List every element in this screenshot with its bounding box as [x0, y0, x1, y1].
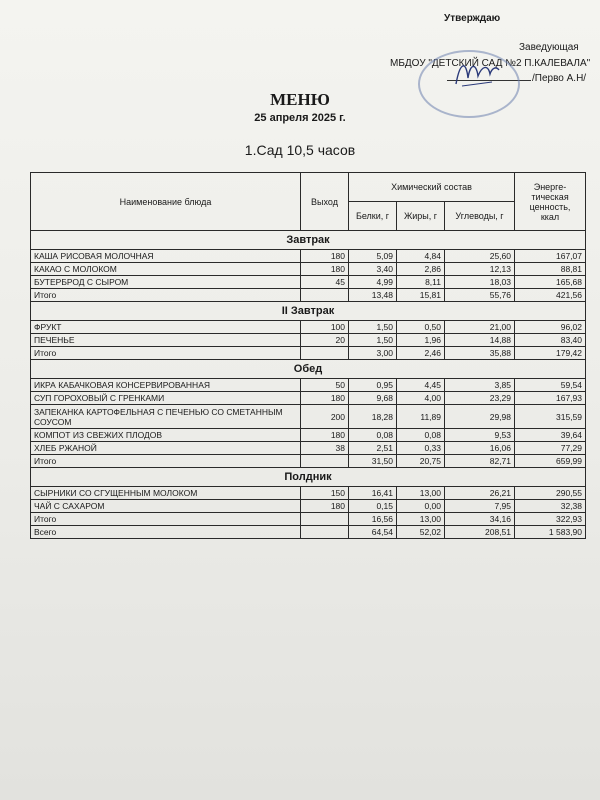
dish-carbs: 21,00 [445, 321, 515, 334]
dish-energy: 167,93 [515, 392, 586, 405]
dish-protein: 0,95 [349, 379, 397, 392]
grand-total-energy: 1 583,90 [515, 526, 586, 539]
total-row [31, 347, 586, 360]
header-protein: Белки, г [349, 202, 397, 231]
dish-protein: 3,40 [349, 263, 397, 276]
dish-energy: 165,68 [515, 276, 586, 289]
approval-position: Заведующая [519, 42, 579, 53]
dish-fat: 0,08 [397, 429, 445, 442]
dish-fat: 1,96 [397, 334, 445, 347]
dish-energy: 315,59 [515, 405, 586, 429]
dish-carbs: 14,88 [445, 334, 515, 347]
header-yield: Выход [301, 173, 349, 231]
total-protein: 3,00 [349, 347, 397, 360]
dish-carbs: 23,29 [445, 392, 515, 405]
dish-yield: 38 [301, 442, 349, 455]
menu-table [30, 172, 586, 539]
grand-total-yield-empty [301, 526, 349, 539]
dish-name: КАКАО С МОЛОКОМ [31, 263, 301, 276]
dish-protein: 4,99 [349, 276, 397, 289]
dish-yield: 180 [301, 500, 349, 513]
dish-name: БУТЕРБРОД С СЫРОМ [31, 276, 301, 289]
grand-total-carbs: 208,51 [445, 526, 515, 539]
dish-energy: 88,81 [515, 263, 586, 276]
table-row [31, 276, 586, 289]
table-row [31, 334, 586, 347]
table-row [31, 392, 586, 405]
total-fat: 20,75 [397, 455, 445, 468]
total-fat: 13,00 [397, 513, 445, 526]
dish-name: КАША РИСОВАЯ МОЛОЧНАЯ [31, 250, 301, 263]
dish-name: ЧАЙ С САХАРОМ [31, 500, 301, 513]
section-header-row [31, 468, 586, 487]
dish-energy: 96,02 [515, 321, 586, 334]
section-header-row [31, 302, 586, 321]
dish-carbs: 25,60 [445, 250, 515, 263]
table-row [31, 379, 586, 392]
section-title: Полдник [31, 468, 586, 487]
dish-yield: 180 [301, 392, 349, 405]
dish-protein: 18,28 [349, 405, 397, 429]
approval-organization: МБДОУ "ДЕТСКИЙ САД №2 П.КАЛЕВАЛА" [390, 58, 591, 69]
dish-yield: 180 [301, 250, 349, 263]
section-title: Завтрак [31, 231, 586, 250]
dish-protein: 9,68 [349, 392, 397, 405]
dish-protein: 16,41 [349, 487, 397, 500]
total-protein: 13,48 [349, 289, 397, 302]
total-yield-empty [301, 289, 349, 302]
dish-carbs: 7,95 [445, 500, 515, 513]
dish-protein: 5,09 [349, 250, 397, 263]
dish-yield: 180 [301, 429, 349, 442]
dish-carbs: 26,21 [445, 487, 515, 500]
table-row [31, 442, 586, 455]
total-fat: 2,46 [397, 347, 445, 360]
dish-fat: 11,89 [397, 405, 445, 429]
total-label: Итого [31, 289, 301, 302]
dish-name: ИКРА КАБАЧКОВАЯ КОНСЕРВИРОВАННАЯ [31, 379, 301, 392]
total-carbs: 35,88 [445, 347, 515, 360]
dish-carbs: 29,98 [445, 405, 515, 429]
table-row [31, 250, 586, 263]
table-row [31, 429, 586, 442]
total-energy: 421,56 [515, 289, 586, 302]
dish-protein: 1,50 [349, 334, 397, 347]
dish-energy: 32,38 [515, 500, 586, 513]
dish-energy: 59,54 [515, 379, 586, 392]
dish-name: СУП ГОРОХОВЫЙ С ГРЕНКАМИ [31, 392, 301, 405]
header-dish: Наименование блюда [31, 173, 301, 231]
header-chemical: Химический состав [349, 173, 515, 202]
table-row [31, 321, 586, 334]
header-energy-line: ккал [540, 211, 560, 222]
dish-name: ЗАПЕКАНКА КАРТОФЕЛЬНАЯ С ПЕЧЕНЬЮ СО СМЕТАННЫМ СОУСОМ [31, 405, 301, 429]
total-yield-empty [301, 455, 349, 468]
total-label: Итого [31, 347, 301, 360]
header-energy-line: тическая [531, 191, 569, 202]
dish-protein: 1,50 [349, 321, 397, 334]
dish-protein: 0,15 [349, 500, 397, 513]
menu-date: 25 апреля 2025 г. [254, 112, 346, 124]
total-carbs: 34,16 [445, 513, 515, 526]
header-energy-line: ценность, [529, 201, 571, 212]
total-fat: 15,81 [397, 289, 445, 302]
dish-energy: 39,64 [515, 429, 586, 442]
dish-yield: 45 [301, 276, 349, 289]
grand-total-label: Всего [31, 526, 301, 539]
dish-energy: 77,29 [515, 442, 586, 455]
dish-yield: 150 [301, 487, 349, 500]
dish-protein: 2,51 [349, 442, 397, 455]
header-energy-line: Энерге- [533, 181, 567, 192]
total-energy: 179,42 [515, 347, 586, 360]
section-header-row [31, 231, 586, 250]
dish-yield: 20 [301, 334, 349, 347]
dish-carbs: 16,06 [445, 442, 515, 455]
total-energy: 322,93 [515, 513, 586, 526]
section-title: II Завтрак [31, 302, 586, 321]
total-label: Итого [31, 513, 301, 526]
grand-total-row [31, 526, 586, 539]
dish-name: ХЛЕБ РЖАНОЙ [31, 442, 301, 455]
dish-energy: 167,07 [515, 250, 586, 263]
total-yield-empty [301, 513, 349, 526]
total-energy: 659,99 [515, 455, 586, 468]
total-row [31, 289, 586, 302]
dish-fat: 0,50 [397, 321, 445, 334]
dish-yield: 180 [301, 263, 349, 276]
dish-carbs: 3,85 [445, 379, 515, 392]
dish-yield: 50 [301, 379, 349, 392]
total-protein: 16,56 [349, 513, 397, 526]
dish-energy: 290,55 [515, 487, 586, 500]
dish-fat: 0,33 [397, 442, 445, 455]
menu-body [31, 231, 586, 539]
dish-yield: 100 [301, 321, 349, 334]
dish-fat: 4,45 [397, 379, 445, 392]
dish-carbs: 9,53 [445, 429, 515, 442]
dish-carbs: 18,03 [445, 276, 515, 289]
dish-fat: 8,11 [397, 276, 445, 289]
approval-word: Утверждаю [444, 13, 501, 24]
dish-name: КОМПОТ ИЗ СВЕЖИХ ПЛОДОВ [31, 429, 301, 442]
dish-fat: 0,00 [397, 500, 445, 513]
table-row [31, 405, 586, 429]
total-protein: 31,50 [349, 455, 397, 468]
header-energy [515, 173, 586, 231]
dish-name: СЫРНИКИ СО СГУЩЕННЫМ МОЛОКОМ [31, 487, 301, 500]
total-yield-empty [301, 347, 349, 360]
dish-protein: 0,08 [349, 429, 397, 442]
dish-yield: 200 [301, 405, 349, 429]
grand-total-protein: 64,54 [349, 526, 397, 539]
section-title: Обед [31, 360, 586, 379]
total-carbs: 82,71 [445, 455, 515, 468]
header-carbs: Углеводы, г [445, 202, 515, 231]
total-carbs: 55,76 [445, 289, 515, 302]
section-header-row [31, 360, 586, 379]
total-row [31, 455, 586, 468]
dish-name: ФРУКТ [31, 321, 301, 334]
total-row [31, 513, 586, 526]
page-title: МЕНЮ [270, 90, 330, 109]
menu-subtitle: 1.Сад 10,5 часов [244, 142, 356, 158]
grand-total-fat: 52,02 [397, 526, 445, 539]
dish-fat: 13,00 [397, 487, 445, 500]
header-fat: Жиры, г [397, 202, 445, 231]
approval-name: /Перво А.Н/ [532, 73, 587, 84]
dish-energy: 83,40 [515, 334, 586, 347]
table-row [31, 263, 586, 276]
table-row [31, 487, 586, 500]
dish-fat: 2,86 [397, 263, 445, 276]
dish-name: ПЕЧЕНЬЕ [31, 334, 301, 347]
dish-fat: 4,00 [397, 392, 445, 405]
table-row [31, 500, 586, 513]
dish-carbs: 12,13 [445, 263, 515, 276]
dish-fat: 4,84 [397, 250, 445, 263]
total-label: Итого [31, 455, 301, 468]
